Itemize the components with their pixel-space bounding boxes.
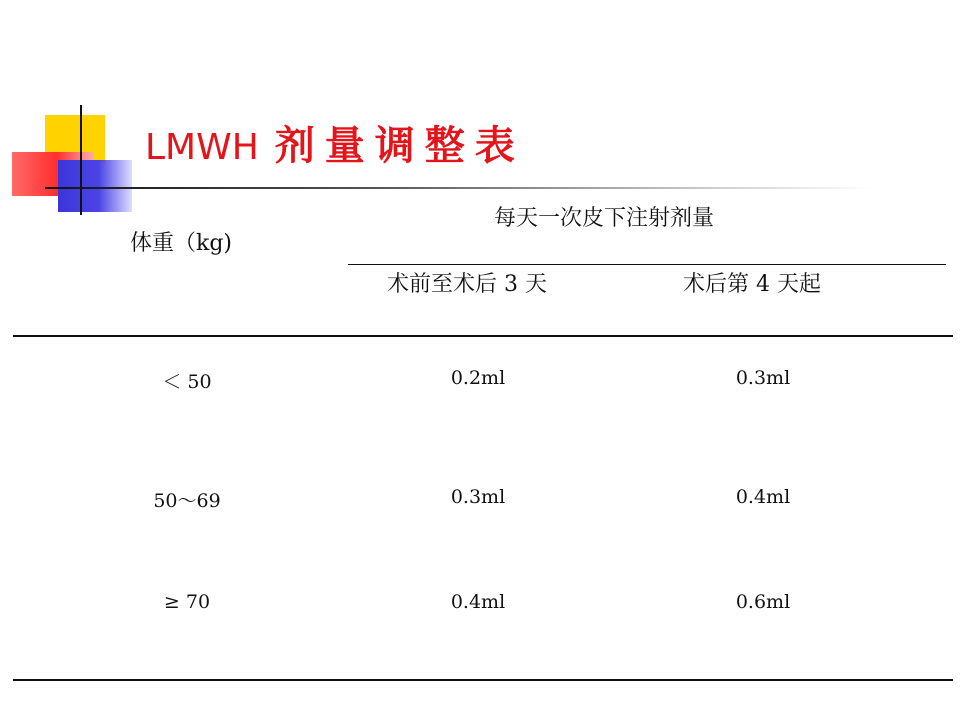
title-decoration-blue-square bbox=[58, 160, 132, 212]
dose-postop-cell: 0.3ml bbox=[735, 367, 791, 389]
weight-cell: ＜ 50 bbox=[162, 371, 212, 393]
dose-preop-cell: 0.4ml bbox=[450, 591, 506, 613]
dose-postop-cell: 0.4ml bbox=[735, 486, 791, 508]
title-underline bbox=[45, 187, 875, 189]
subheader-from-day4: 术后第 4 天起 bbox=[683, 272, 821, 297]
dose-preop-cell: 0.2ml bbox=[450, 367, 506, 389]
table-bottom-rule bbox=[13, 679, 953, 681]
dose-group-header: 每天一次皮下注射剂量 bbox=[494, 206, 715, 231]
dose-postop-cell: 0.6ml bbox=[735, 591, 791, 613]
subheader-preop-to-day3: 术前至术后 3 天 bbox=[387, 272, 547, 297]
header-bottom-rule bbox=[13, 335, 953, 337]
slide-title-latin: LMWH bbox=[145, 127, 259, 168]
slide-title-cjk: 剂量调整表 bbox=[274, 122, 525, 169]
weight-cell: ≥ 70 bbox=[163, 591, 211, 613]
weight-cell: 50～69 bbox=[153, 490, 221, 512]
title-decoration-vertical-line bbox=[80, 105, 82, 215]
slide-title bbox=[145, 118, 525, 176]
dose-preop-cell: 0.3ml bbox=[450, 486, 506, 508]
group-header-rule bbox=[348, 264, 946, 265]
weight-column-header: 体重（kg) bbox=[130, 231, 232, 256]
